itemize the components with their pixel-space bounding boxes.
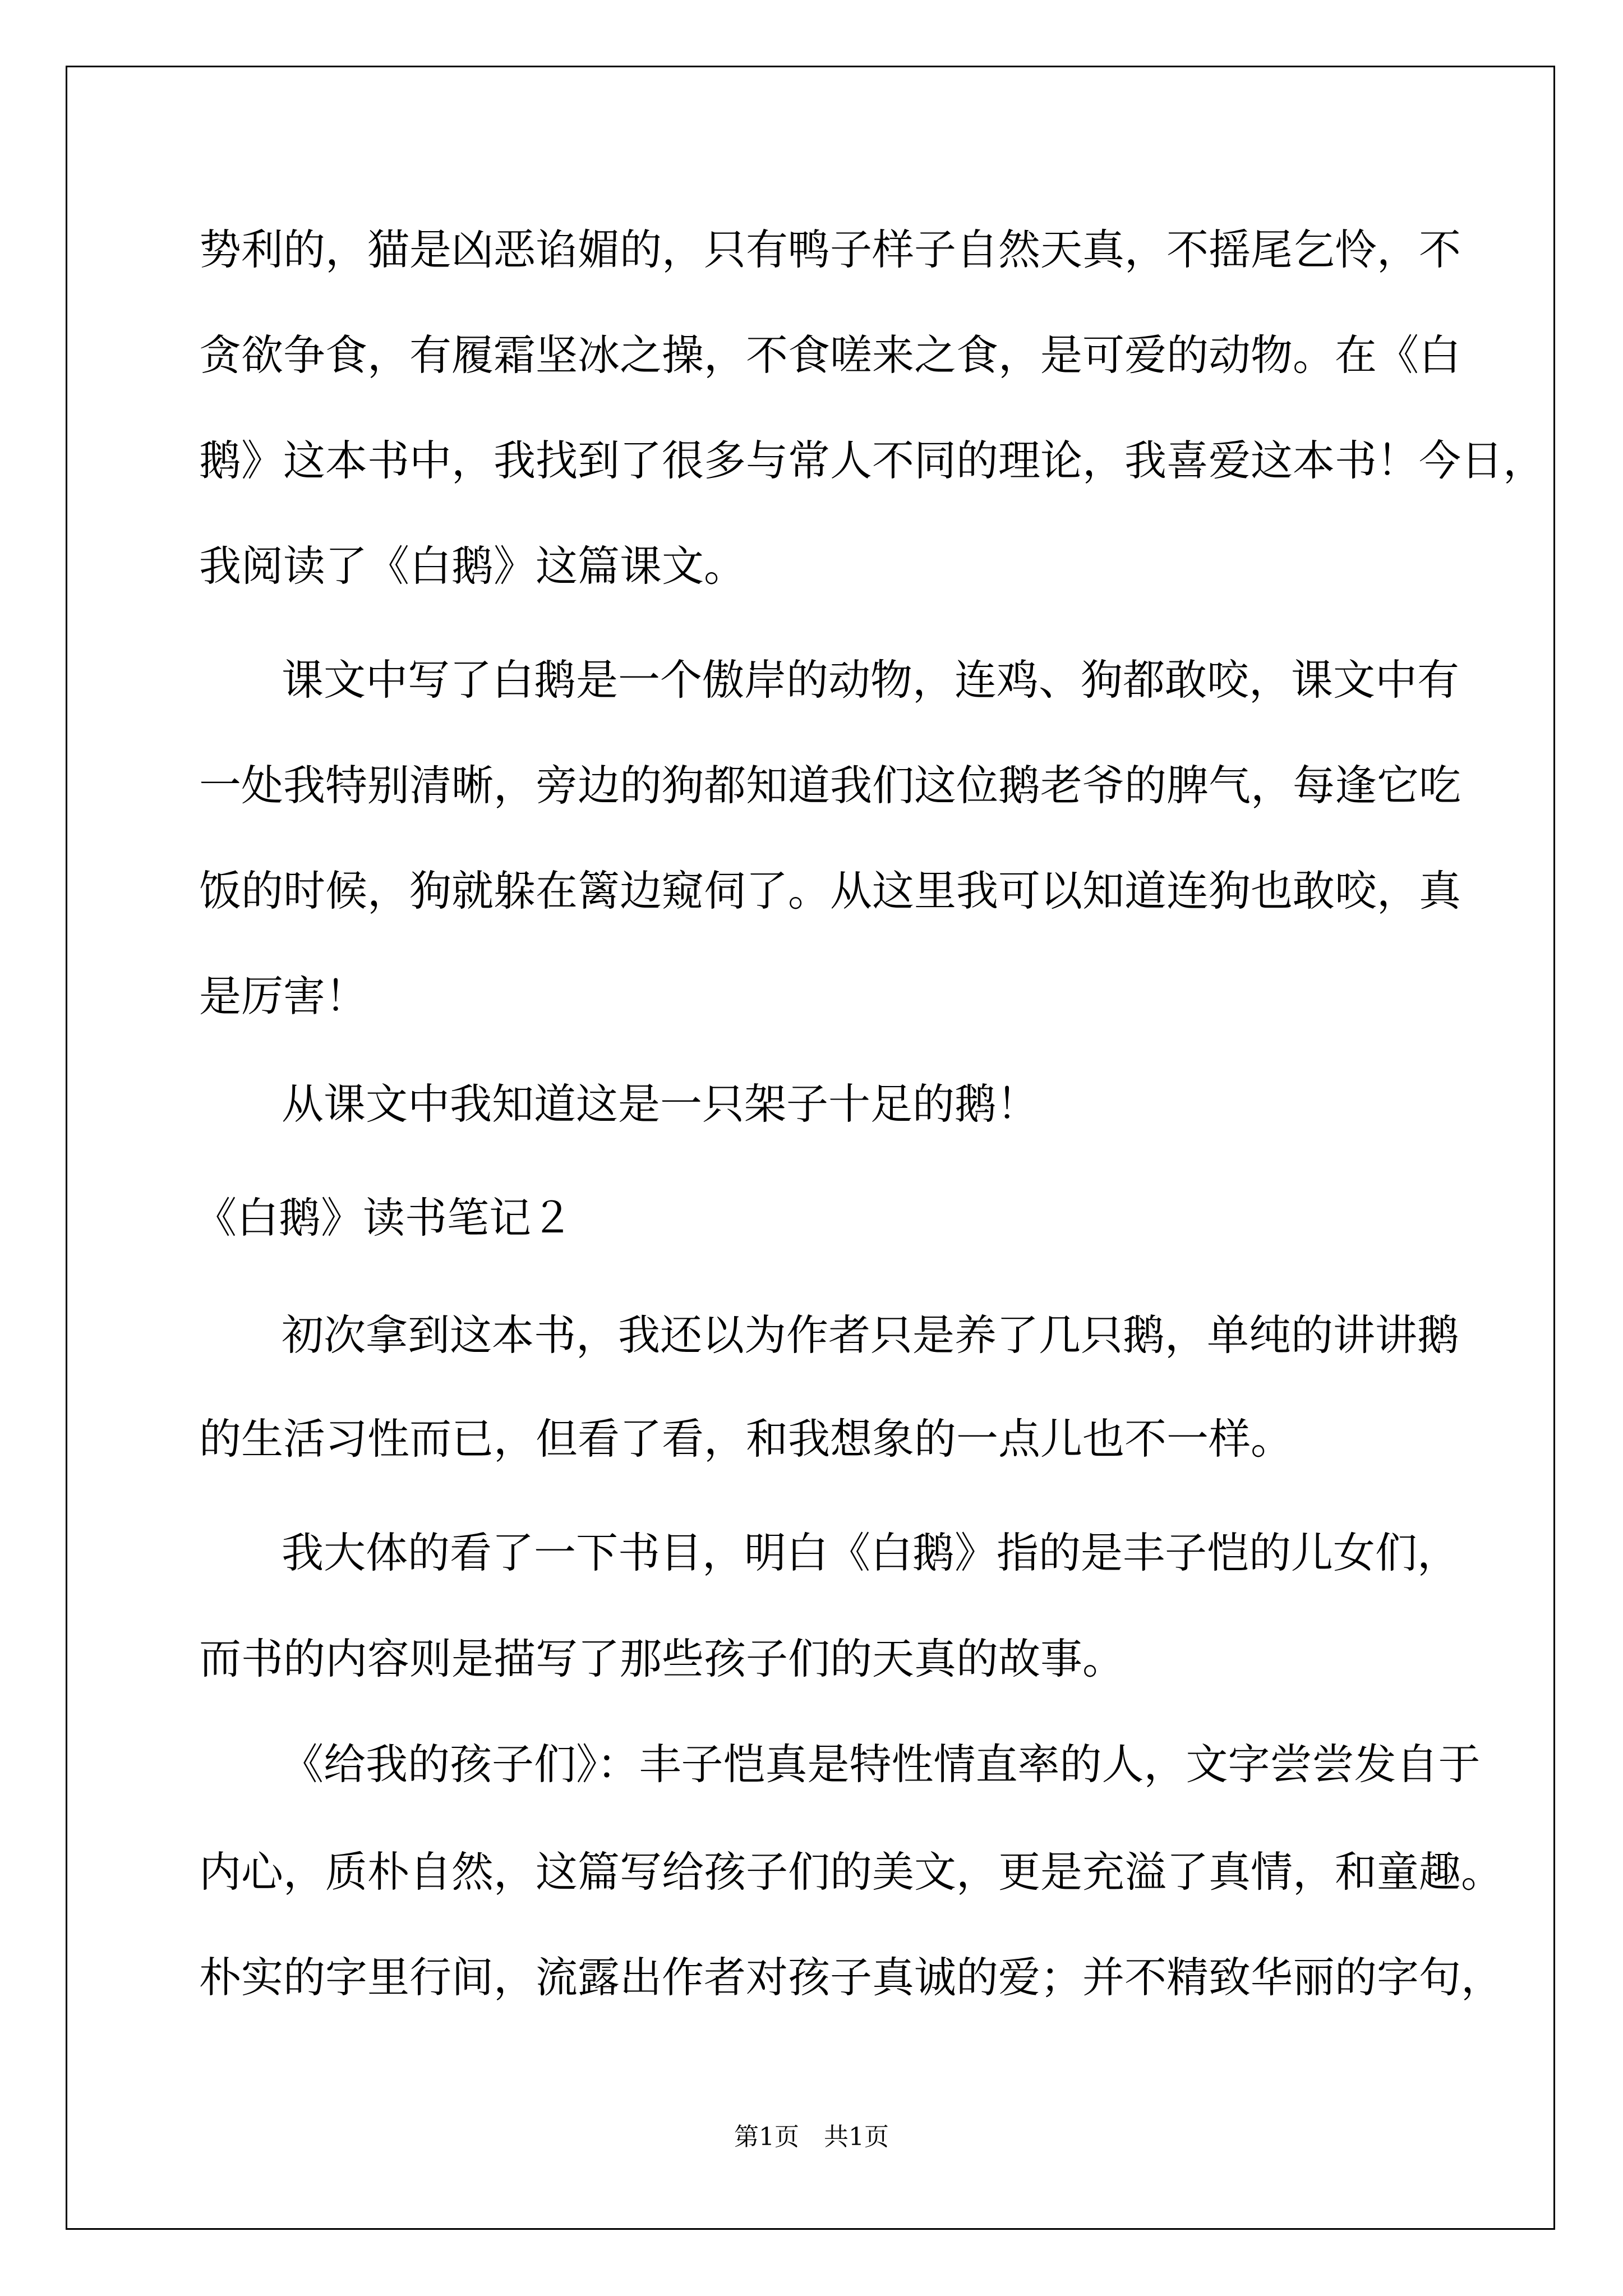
page-number-footer: 第1页 共1页 [734,2123,889,2151]
page-border [66,66,1555,2230]
body-line: 朴实的字里行间，流露出作者对孩子真诚的爱；并不精致华丽的字句， [199,1953,1504,2002]
body-line: 内心，质朴自然，这篇写给孩子们的美文，更是充溢了真情，和童趣。 [199,1847,1504,1897]
body-line: 势利的，猫是凶恶谄媚的，只有鸭子样子自然天真，不摇尾乞怜，不 [199,225,1461,274]
body-line: 饭的时候，狗就躲在篱边窥伺了。从这里我可以知道连狗也敢咬，真 [199,866,1461,915]
body-line: 是厉害！ [199,972,368,1021]
section-heading: 《白鹅》读书笔记２ [195,1193,574,1243]
paragraph-first-line: 课文中写了白鹅是一个傲岸的动物，连鸡、狗都敢咬，课文中有 [282,655,1460,705]
body-line: 鹅》这本书中，我找到了很多与常人不同的理论，我喜爱这本书！今日， [199,436,1546,485]
paragraph-first-line: 《给我的孩子们》：丰子恺真是特性情直率的人，文字尝尝发自于 [282,1740,1481,1789]
paragraph-first-line: 从课文中我知道这是一只架子十足的鹅！ [282,1079,1039,1129]
body-line: 贪欲争食，有履霜坚冰之操，不食嗟来之食，是可爱的动物。在《白 [199,330,1461,380]
paragraph-first-line: 初次拿到这本书，我还以为作者只是养了几只鹅，单纯的讲讲鹅 [282,1310,1460,1360]
body-line: 一处我特别清晰，旁边的狗都知道我们这位鹅老爷的脾气，每逢它吃 [199,761,1461,810]
paragraph-first-line: 我大体的看了一下书目，明白《白鹅》指的是丰子恺的儿女们， [282,1528,1460,1577]
body-line: 而书的内容则是描写了那些孩子们的天真的故事。 [199,1634,1125,1683]
body-line: 我阅读了《白鹅》这篇课文。 [199,541,746,591]
body-line: 的生活习性而已，但看了看，和我想象的一点儿也不一样。 [199,1414,1293,1464]
